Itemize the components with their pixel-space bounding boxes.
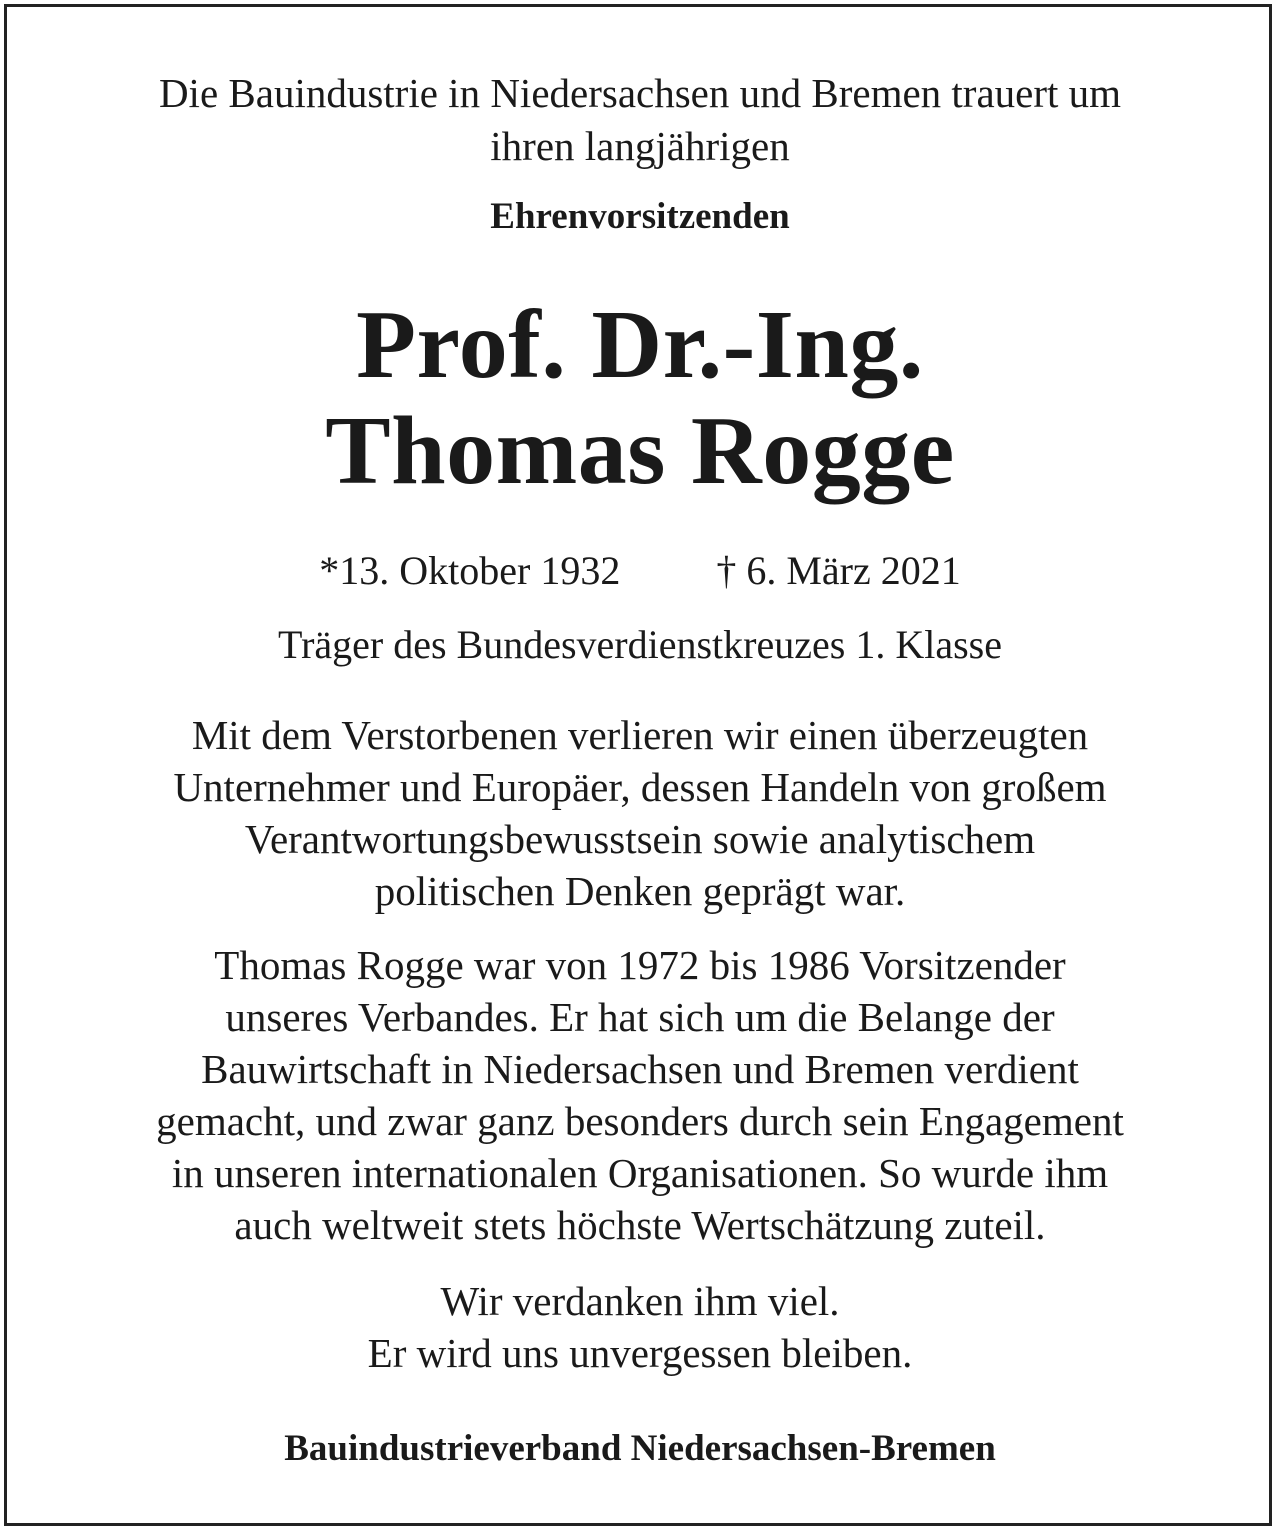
- paragraph2-line-6: auch weltweit stets höchste Wertschätzung zuteil.: [234, 1202, 1046, 1248]
- paragraph1-line-4: politischen Denken geprägt war.: [374, 868, 906, 914]
- birth-date: *13. Oktober 1932: [319, 548, 621, 593]
- name-line: Thomas Rogge: [325, 397, 955, 505]
- role-title: Ehrenvorsitzenden: [490, 196, 790, 237]
- paragraph2-line-3: Bauwirtschaft in Niedersachsen und Bremen verdient: [201, 1046, 1079, 1092]
- paragraph2-line-5: in unseren internationalen Organisationen. So wurde ihm: [171, 1150, 1109, 1196]
- paragraph1-line-3: Verantwortungsbewusstsein sowie analytischem: [244, 816, 1036, 862]
- intro-line-1: Die Bauindustrie in Niedersachsen und Bremen trauert um: [158, 70, 1122, 116]
- paragraph2-line-4: gemacht, und zwar ganz besonders durch sein Engagement: [156, 1098, 1124, 1144]
- signature: Bauindustrieverband Niedersachsen-Bremen: [284, 1428, 996, 1469]
- closing-line-1: Wir verdanken ihm viel.: [440, 1278, 840, 1324]
- paragraph2-line-1: Thomas Rogge war von 1972 bis 1986 Vorsitzender: [214, 942, 1066, 988]
- paragraph1-line-2: Unternehmer und Europäer, dessen Handeln von großem: [173, 764, 1107, 810]
- death-date: † 6. März 2021: [716, 548, 961, 593]
- honor-line: Träger des Bundesverdienstkreuzes 1. Klasse: [278, 622, 1002, 667]
- life-dates: [0, 548, 1280, 593]
- name-title-line: Prof. Dr.-Ing.: [356, 291, 924, 399]
- closing-line-2: Er wird uns unvergessen bleiben.: [367, 1330, 913, 1376]
- paragraph1-line-1: Mit dem Verstorbenen verlieren wir einen überzeugten: [191, 712, 1089, 758]
- paragraph2-line-2: unseres Verbandes. Er hat sich um die Belange der: [225, 994, 1055, 1040]
- intro-line-2: ihren langjährigen: [490, 123, 790, 169]
